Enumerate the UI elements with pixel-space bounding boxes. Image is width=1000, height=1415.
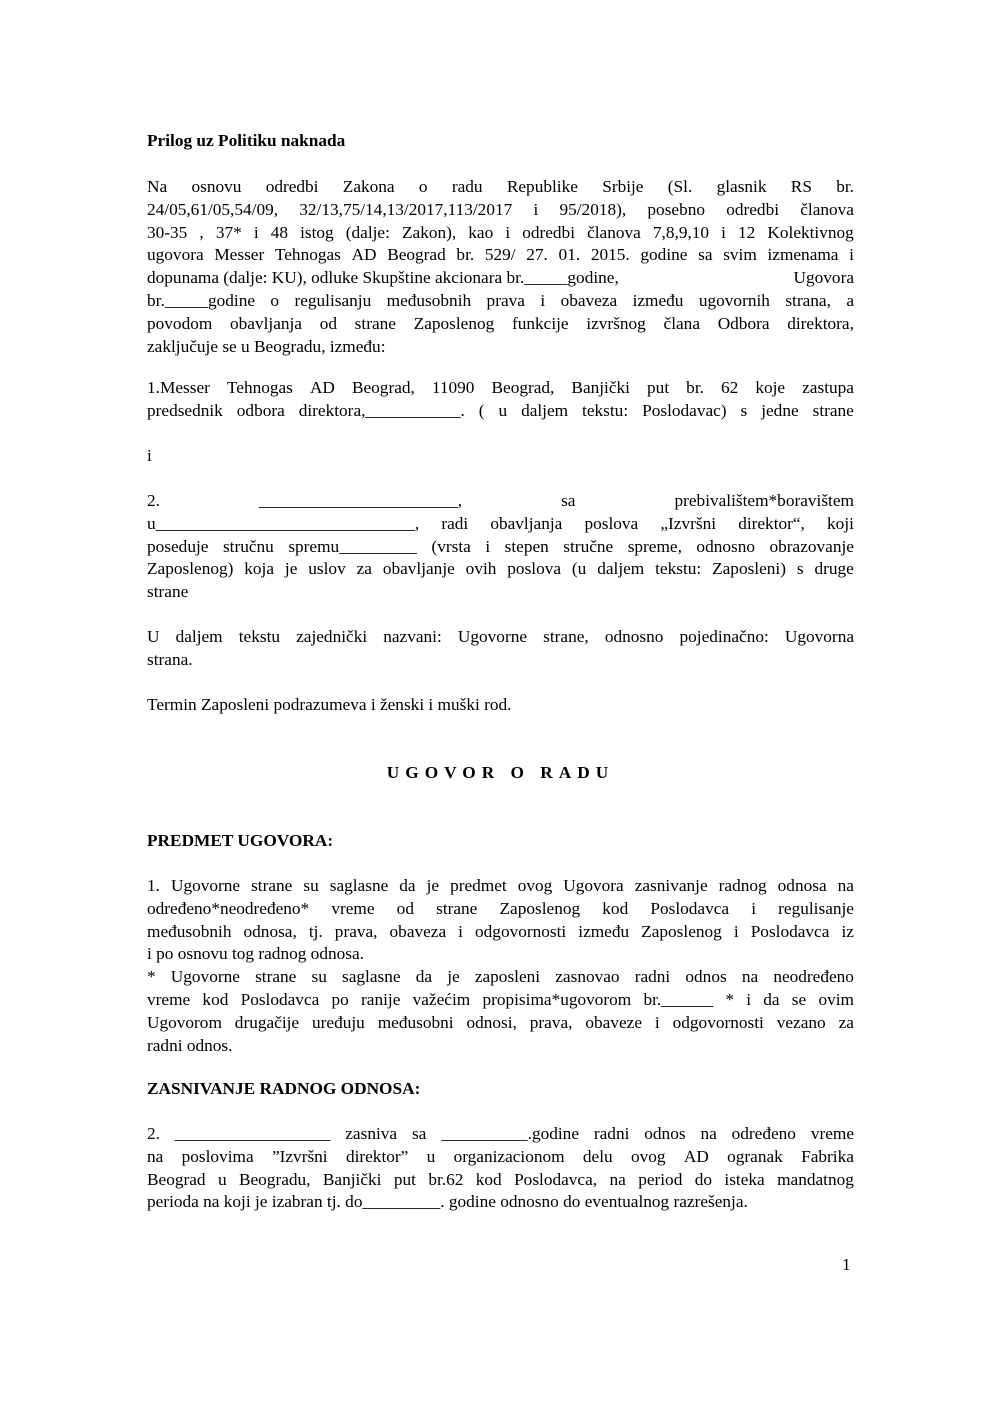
section-one-paragraph	[147, 875, 854, 1057]
word: regulisanje	[778, 898, 854, 918]
word: Poslodavca	[240, 989, 320, 1009]
word: obaveze	[585, 1012, 642, 1032]
word: na	[837, 876, 854, 895]
word: odnos	[644, 1124, 686, 1143]
word: prava,	[334, 921, 378, 941]
word: poslovima	[181, 1146, 254, 1166]
word: __________.godine	[441, 1124, 579, 1143]
text-line	[147, 558, 854, 581]
word: daljem	[175, 627, 223, 646]
paragraph-last-line: i po osnovu tog radnog odnosa.	[147, 944, 364, 964]
word: Beograd,	[491, 378, 555, 397]
text-line	[147, 222, 854, 245]
word: i	[721, 222, 726, 242]
word: istog	[300, 222, 334, 242]
word: drugačije	[234, 1012, 300, 1032]
justified-lines	[147, 1123, 854, 1191]
word: i	[485, 536, 491, 556]
word: radu	[451, 177, 483, 196]
word: daljem	[521, 400, 569, 420]
word: Tehnogas	[226, 378, 293, 397]
text-line	[147, 1146, 854, 1169]
word: Ugovorne	[457, 627, 528, 646]
word: kao	[468, 222, 494, 242]
word: od	[396, 898, 414, 918]
word: odbora	[236, 400, 285, 420]
word: spreme,	[627, 536, 682, 556]
word: vreme	[147, 989, 191, 1009]
word: 27.	[526, 245, 548, 265]
word: Poslodavca,	[514, 1169, 598, 1189]
word: i	[540, 290, 546, 310]
word: odredbi	[522, 222, 575, 242]
text-line	[147, 290, 854, 313]
word: br.______	[643, 989, 714, 1009]
word: o	[270, 290, 280, 310]
word: da	[415, 967, 433, 987]
justified-lines	[147, 176, 854, 336]
word: obavljanja	[230, 313, 302, 333]
word: 12	[738, 222, 756, 242]
word: strane,	[543, 627, 589, 646]
word: Zaposleni)	[712, 559, 786, 579]
word: na	[700, 1124, 717, 1143]
word: (	[478, 400, 485, 420]
word: saglasne	[329, 876, 389, 895]
word: Beograd	[147, 1169, 206, 1189]
word: poseduje	[147, 536, 209, 556]
word: je	[447, 967, 460, 987]
word: prava,	[529, 1012, 573, 1032]
word: RS	[790, 177, 812, 196]
word: Banjički	[571, 378, 630, 397]
word: uslov	[308, 559, 346, 579]
word: Messer	[214, 245, 265, 265]
word: put	[647, 378, 670, 397]
word: je	[426, 876, 440, 895]
word: iz	[841, 921, 854, 941]
word: poslova	[507, 559, 562, 579]
word: strana,	[785, 290, 831, 310]
word: *	[147, 967, 156, 987]
word: 2015.	[590, 245, 630, 265]
word: zasnovao	[555, 967, 620, 987]
word: (vrsta	[431, 536, 471, 556]
word: određeno*neodređeno*	[147, 898, 310, 918]
word: godine	[640, 245, 688, 265]
word: za	[356, 559, 372, 579]
word: poslova	[584, 513, 639, 533]
word: Poslodavac)	[642, 400, 727, 420]
word: jedne	[761, 400, 799, 420]
word: *	[725, 989, 734, 1009]
word: odnos	[685, 967, 727, 987]
word: neodređeno	[773, 967, 854, 987]
text-line	[147, 199, 854, 222]
word: prebivalištem*boravištem	[674, 491, 854, 510]
word: stručne	[563, 536, 614, 556]
word: po	[331, 989, 349, 1009]
text-line	[147, 513, 854, 536]
word: glasnik	[716, 177, 767, 196]
word: Kolektivnog	[767, 222, 854, 242]
word: članova	[587, 222, 641, 242]
word: kod	[202, 989, 229, 1009]
word: „Izvršni	[660, 513, 717, 533]
joint-paragraph	[147, 626, 854, 672]
justified-lines	[147, 875, 854, 943]
word: tekstu:	[582, 400, 629, 420]
word: na	[609, 1169, 626, 1189]
word: člana	[663, 313, 700, 333]
word: (u	[571, 559, 587, 579]
justified-lines	[147, 490, 854, 581]
word: Republike	[506, 177, 578, 196]
word: povodom	[147, 313, 213, 333]
justified-lines	[147, 626, 854, 649]
word: ”Izvršni	[271, 1146, 328, 1166]
word: međusobnih	[386, 290, 472, 310]
word: Ugovora	[793, 268, 854, 288]
word: direktor”	[345, 1146, 409, 1166]
word: zasnivanje	[634, 876, 708, 895]
word: br.	[686, 378, 704, 397]
word: je	[284, 559, 298, 579]
word: 95/2018),	[559, 199, 627, 219]
word: Zaposlenog	[413, 313, 495, 333]
word: obaveza	[389, 921, 447, 941]
word: radni	[593, 1124, 630, 1143]
party-one-paragraph	[147, 377, 854, 423]
word: izvršnog	[586, 313, 646, 333]
word: br.62	[428, 1169, 464, 1189]
text-line	[147, 898, 854, 921]
word: (Sl.	[667, 177, 693, 196]
text-line	[147, 966, 854, 989]
word: uređuju	[312, 1012, 365, 1032]
word: (dalje:	[345, 222, 390, 242]
text-line	[147, 1169, 854, 1192]
justified-lines	[147, 966, 854, 1034]
word: Ugovorne	[170, 876, 241, 895]
party-two-paragraph	[147, 490, 854, 604]
word: predsednik	[147, 400, 223, 420]
word: zasniva	[345, 1124, 398, 1143]
word: posebno	[647, 199, 706, 219]
word: direktora,	[787, 313, 854, 333]
word: 32/13,75/14,13/2017,113/2017	[299, 199, 513, 219]
word: važećim	[412, 989, 471, 1009]
word: propisima*ugovorom	[482, 989, 632, 1009]
word: Tehnogas	[274, 245, 341, 265]
word: ranije	[361, 989, 401, 1009]
word: Zakon),	[401, 222, 457, 242]
word: 7,8,9,10	[652, 222, 710, 242]
word: 48	[270, 222, 288, 242]
word: br._____godine	[147, 290, 255, 310]
word: ugovora	[147, 245, 204, 265]
word: i	[253, 222, 259, 242]
word: Odbora	[717, 313, 770, 333]
word: obavljanja	[490, 513, 563, 533]
word: obaveza	[560, 290, 618, 310]
word: od	[319, 313, 337, 333]
text-line	[147, 244, 854, 267]
word: br.	[456, 245, 475, 265]
word: nazvani:	[383, 627, 442, 646]
text-line	[147, 1123, 854, 1146]
word: Beogradu,	[238, 1169, 311, 1189]
word: i	[849, 245, 854, 265]
text-line	[147, 267, 854, 290]
text-line	[147, 989, 854, 1012]
word: a	[846, 290, 854, 310]
word: direktor“,	[738, 513, 805, 533]
word: Ugovorna	[784, 627, 854, 646]
section-heading-predmet: PREDMET UGOVORA:	[147, 831, 334, 850]
word: 529/	[484, 245, 516, 265]
word: zastupa	[802, 378, 854, 397]
word: strane	[255, 967, 297, 987]
word: u______________________________,	[147, 513, 420, 533]
text-line	[147, 536, 854, 559]
word: put	[393, 1169, 416, 1189]
word: Zakona	[342, 177, 395, 196]
word: radnog	[718, 876, 767, 895]
word: su	[303, 876, 319, 895]
word: odnosa	[777, 876, 827, 895]
word: druge	[814, 559, 854, 579]
word: tekstu:	[655, 559, 702, 579]
word: ovog	[630, 1146, 666, 1166]
word: radi	[441, 513, 469, 533]
word: AD	[351, 245, 377, 265]
paragraph-last-line: zaključuje se u Beogradu, između:	[147, 336, 386, 356]
text-line	[147, 176, 854, 199]
word: u	[426, 1146, 436, 1166]
word: za	[838, 1012, 854, 1032]
word: strane	[354, 313, 396, 333]
page-number: 1	[842, 1255, 851, 1274]
word: 2.	[147, 491, 160, 510]
section-two-paragraph	[147, 1123, 854, 1214]
word: i	[733, 921, 739, 941]
word: s	[740, 400, 748, 420]
word: spremu_________	[288, 536, 417, 556]
term-note: Termin Zaposleni podrazumeva i ženski i muški rod.	[147, 695, 512, 714]
word: mandatnog	[777, 1169, 854, 1189]
word: u	[217, 1169, 227, 1189]
word: s	[796, 559, 804, 579]
word: strane	[251, 876, 293, 895]
word: osnovu	[191, 177, 242, 196]
word: predmet	[450, 876, 507, 895]
word: 1.Messer	[147, 378, 210, 397]
word: AD	[309, 378, 335, 397]
word: članova	[800, 199, 854, 219]
word: do	[694, 1169, 713, 1189]
word: kod	[475, 1169, 502, 1189]
word: međusobni	[377, 1012, 454, 1032]
word: izmenama	[767, 245, 839, 265]
word: strane	[812, 400, 854, 420]
word: između	[578, 921, 630, 941]
word: o	[418, 177, 428, 196]
paragraph-last-line: radni odnos.	[147, 1035, 233, 1055]
word: ovih	[465, 559, 497, 579]
word: direktora,___________.	[298, 400, 465, 420]
word: koja	[244, 559, 275, 579]
word: period	[638, 1169, 683, 1189]
word: i	[654, 1012, 660, 1032]
word: Zaposlenog)	[147, 559, 234, 579]
word: na	[741, 967, 759, 987]
word: ogranak	[727, 1146, 783, 1166]
word: kod	[602, 898, 629, 918]
word: vreme	[810, 1124, 854, 1143]
word: Zaposlenog	[641, 921, 722, 941]
word: u	[498, 400, 508, 420]
word: odnosa,	[243, 921, 297, 941]
contract-title: UGOVOR O RADU	[386, 763, 615, 782]
word: strane	[436, 898, 478, 918]
word: 62	[720, 378, 739, 397]
word: AD	[683, 1146, 709, 1166]
paragraph-last-line: perioda na koji je izabran tj. do_________. godine odnosno do eventualnog razrešenja.	[147, 1192, 748, 1212]
word: su	[311, 967, 327, 987]
word: _______________________,	[258, 491, 463, 510]
word: koji	[827, 513, 854, 533]
text-line	[147, 875, 854, 898]
word: 01.	[558, 245, 581, 265]
word: obrazovanje	[769, 536, 854, 556]
word: zaposleni	[474, 967, 541, 987]
word: Ugovorne	[170, 967, 240, 987]
document-heading: Prilog uz Politiku naknada	[147, 131, 346, 150]
word: isteka	[724, 1169, 765, 1189]
word: odnosno	[696, 536, 755, 556]
word: organizacionom	[453, 1146, 565, 1166]
word: na	[147, 1146, 164, 1166]
word: ovog	[517, 876, 553, 895]
word: Beograd,	[351, 378, 415, 397]
word: odredbi	[726, 199, 780, 219]
word: se	[791, 989, 807, 1009]
word: svim	[723, 245, 757, 265]
word: Ugovorom	[147, 1012, 222, 1032]
conjunction-text: i	[147, 446, 152, 465]
word: i	[746, 989, 752, 1009]
text-line	[147, 921, 854, 944]
intro-paragraph	[147, 176, 854, 358]
word: stručnu	[222, 536, 274, 556]
word: tekstu	[238, 627, 281, 646]
word: 2.	[147, 1124, 160, 1143]
word: sa	[698, 245, 713, 265]
text-line	[147, 1012, 854, 1035]
paragraph-last-line: strana.	[147, 649, 193, 669]
word: koje	[755, 378, 786, 397]
word: odnosi,	[466, 1012, 517, 1032]
text-line	[147, 377, 854, 400]
word: odnosno	[604, 627, 664, 646]
word: __________________	[174, 1124, 331, 1143]
word: Ugovora	[563, 876, 624, 895]
word: određeno	[731, 1124, 796, 1143]
word: 37*	[215, 222, 242, 242]
word: radni	[634, 967, 671, 987]
word: U	[147, 627, 160, 646]
word: da	[399, 876, 416, 895]
word: međusobnih	[147, 921, 232, 941]
paragraph-last-line: strane	[147, 582, 189, 602]
section-heading-zasnivanje: ZASNIVANJE RADNOG ODNOSA:	[147, 1079, 421, 1098]
word: ,	[199, 222, 204, 242]
word: 30-35	[147, 222, 188, 242]
word: vreme	[331, 898, 375, 918]
word: pojedinačno:	[679, 627, 769, 646]
word: sa	[561, 491, 576, 510]
word: regulisanju	[294, 290, 372, 310]
text-line	[147, 490, 854, 513]
word: vezano	[776, 1012, 826, 1032]
word: zajednički	[296, 627, 368, 646]
word: Poslodavca	[650, 898, 730, 918]
word: Fabrika	[801, 1146, 854, 1166]
word: br.	[836, 177, 854, 196]
justified-lines	[147, 377, 854, 423]
word: delu	[582, 1146, 613, 1166]
word: odgovornosti	[475, 921, 567, 941]
word: Poslodavca	[750, 921, 830, 941]
word: saglasne	[342, 967, 401, 987]
word: sa	[411, 1124, 427, 1143]
word: Banjički	[322, 1169, 382, 1189]
word: stepen	[504, 536, 549, 556]
word: odredbi	[265, 177, 319, 196]
word: i	[533, 199, 539, 219]
word: 11090	[431, 378, 475, 397]
word: 24/05,61/05,54/09,	[147, 199, 279, 219]
word: ugovornih	[698, 290, 770, 310]
text-line	[147, 400, 854, 423]
word: tj.	[308, 921, 323, 941]
word: da	[763, 989, 780, 1009]
text-line	[147, 313, 854, 336]
word: funkcije	[511, 313, 569, 333]
word: ovim	[818, 989, 854, 1009]
word: prava	[486, 290, 525, 310]
word: odgovornosti	[672, 1012, 764, 1032]
word: i	[751, 898, 757, 918]
word: dopunama (dalje: KU), odluke Skupštine akcionara br._____godine,	[147, 268, 619, 288]
word: i	[458, 921, 463, 941]
word: Zaposlenog	[499, 898, 581, 918]
word: i	[505, 222, 511, 242]
word: obavljanje	[382, 559, 455, 579]
word: između	[632, 290, 684, 310]
word: Srbije	[602, 177, 644, 196]
word: daljem	[597, 559, 645, 579]
word: Beograd	[387, 245, 446, 265]
text-line	[147, 626, 854, 649]
word: Na	[147, 177, 168, 196]
word: 1.	[147, 876, 160, 895]
